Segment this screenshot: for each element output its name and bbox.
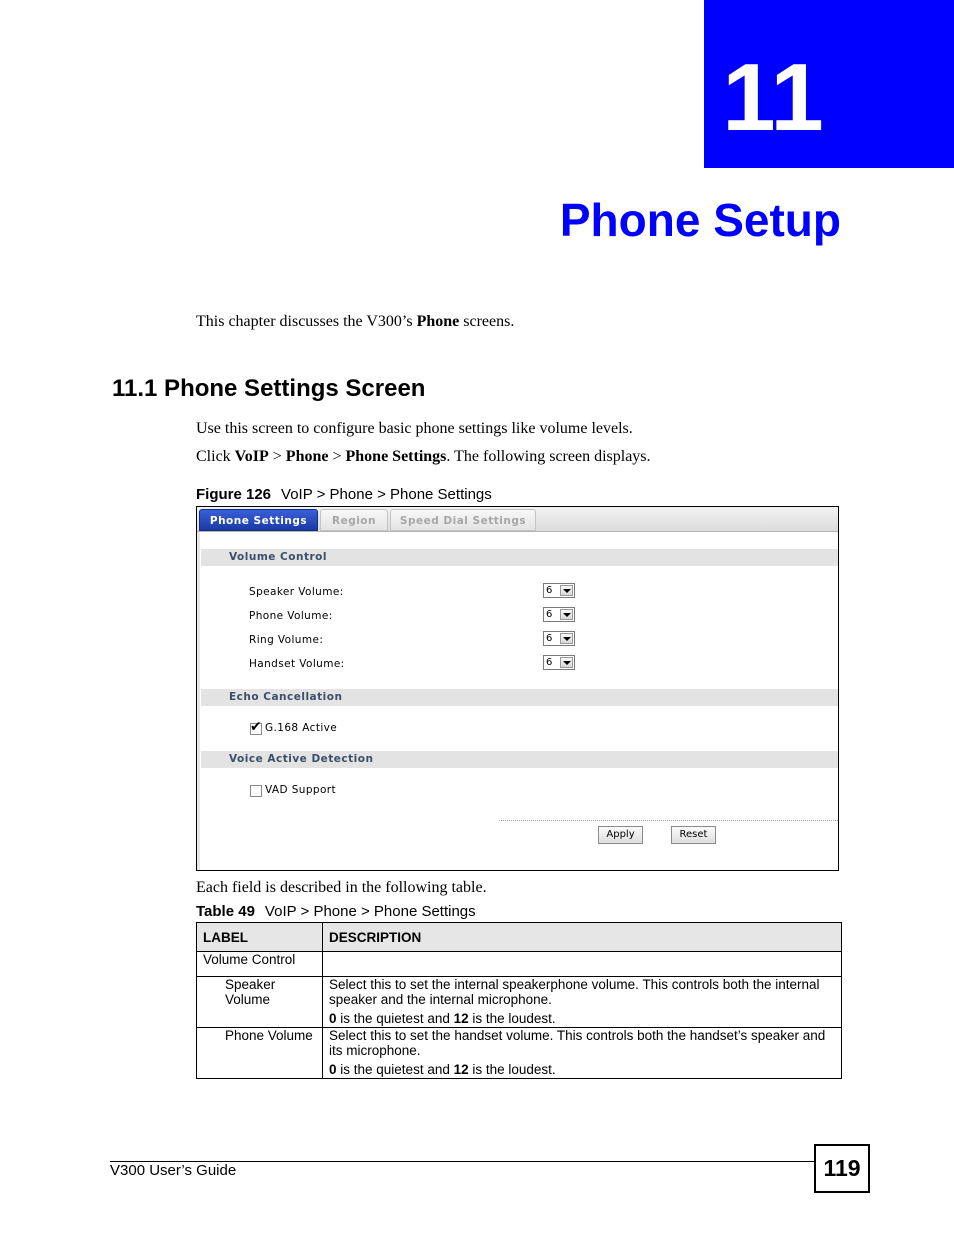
chapter-title: Phone Setup [559, 194, 841, 246]
vad-support-label: VAD Support [265, 784, 337, 796]
figure-caption: Figure 126 VoIP > Phone > Phone Settings [196, 486, 492, 503]
speaker-volume-select[interactable]: 6 [543, 583, 575, 598]
description-table [196, 922, 842, 1079]
chevron-down-icon [560, 633, 573, 644]
vad-support-checkbox[interactable] [250, 785, 262, 797]
section-heading: 11.1 Phone Settings Screen [112, 375, 426, 402]
table-row [197, 952, 842, 977]
row-label: Volume Control [197, 952, 323, 977]
phone-volume-select[interactable]: 6 [543, 607, 575, 622]
paragraph-navigation: Click VoIP > Phone > Phone Settings. The following screen displays. [196, 448, 651, 465]
reset-button[interactable]: Reset [671, 826, 716, 844]
page-number: 119 [814, 1144, 870, 1193]
divider [499, 820, 838, 821]
table-row [197, 1028, 842, 1079]
phone-settings-screenshot [196, 506, 839, 871]
header-description: DESCRIPTION [323, 923, 842, 952]
tab-speed-dial-settings[interactable]: Speed Dial Settings [390, 509, 536, 531]
intro-paragraph: This chapter discusses the V300’s Phone screens. [196, 313, 515, 330]
tab-region[interactable]: Region [320, 509, 388, 531]
ring-volume-label: Ring Volume: [249, 634, 324, 646]
chapter-number: 11 [722, 44, 824, 151]
chevron-down-icon [560, 585, 573, 596]
g168-active-checkbox[interactable] [250, 719, 262, 735]
table-caption: Table 49 VoIP > Phone > Phone Settings [196, 903, 476, 920]
group-echo-cancellation: Echo Cancellation [201, 689, 838, 706]
row-description: Select this to set the handset volume. This controls both the handset’s speaker and its microphone. 0 is the quietest and 12 is the loudest. [323, 1028, 842, 1079]
phone-volume-label: Phone Volume: [249, 610, 333, 622]
handset-volume-select[interactable]: 6 [543, 655, 575, 670]
tab-phone-settings[interactable]: Phone Settings [199, 509, 318, 531]
table-row [197, 977, 842, 1028]
left-border [197, 532, 200, 870]
group-volume-control: Volume Control [201, 549, 838, 566]
group-voice-active-detection: Voice Active Detection [201, 751, 838, 768]
row-label: Phone Volume [197, 1028, 323, 1079]
apply-button[interactable]: Apply [598, 826, 643, 844]
checkmark-icon: ✔ [250, 719, 262, 735]
paragraph-purpose: Use this screen to configure basic phone settings like volume levels. [196, 420, 633, 437]
chevron-down-icon [560, 609, 573, 620]
speaker-volume-label: Speaker Volume: [249, 586, 344, 598]
header-label: LABEL [197, 923, 323, 952]
handset-volume-label: Handset Volume: [249, 658, 345, 670]
row-description [323, 952, 842, 977]
footer-guide-title: V300 User’s Guide [110, 1162, 237, 1179]
tab-bar [197, 507, 838, 532]
ring-volume-select[interactable]: 6 [543, 631, 575, 646]
row-label: Speaker Volume [197, 977, 323, 1028]
row-description: Select this to set the internal speakerphone volume. This controls both the internal speaker and the internal microphone. 0 is the quietest and 12 is the loudest. [323, 977, 842, 1028]
g168-active-label: G.168 Active [265, 722, 338, 734]
table-intro: Each field is described in the following table. [196, 879, 487, 896]
chevron-down-icon [560, 657, 573, 668]
table-header-row [197, 923, 842, 952]
